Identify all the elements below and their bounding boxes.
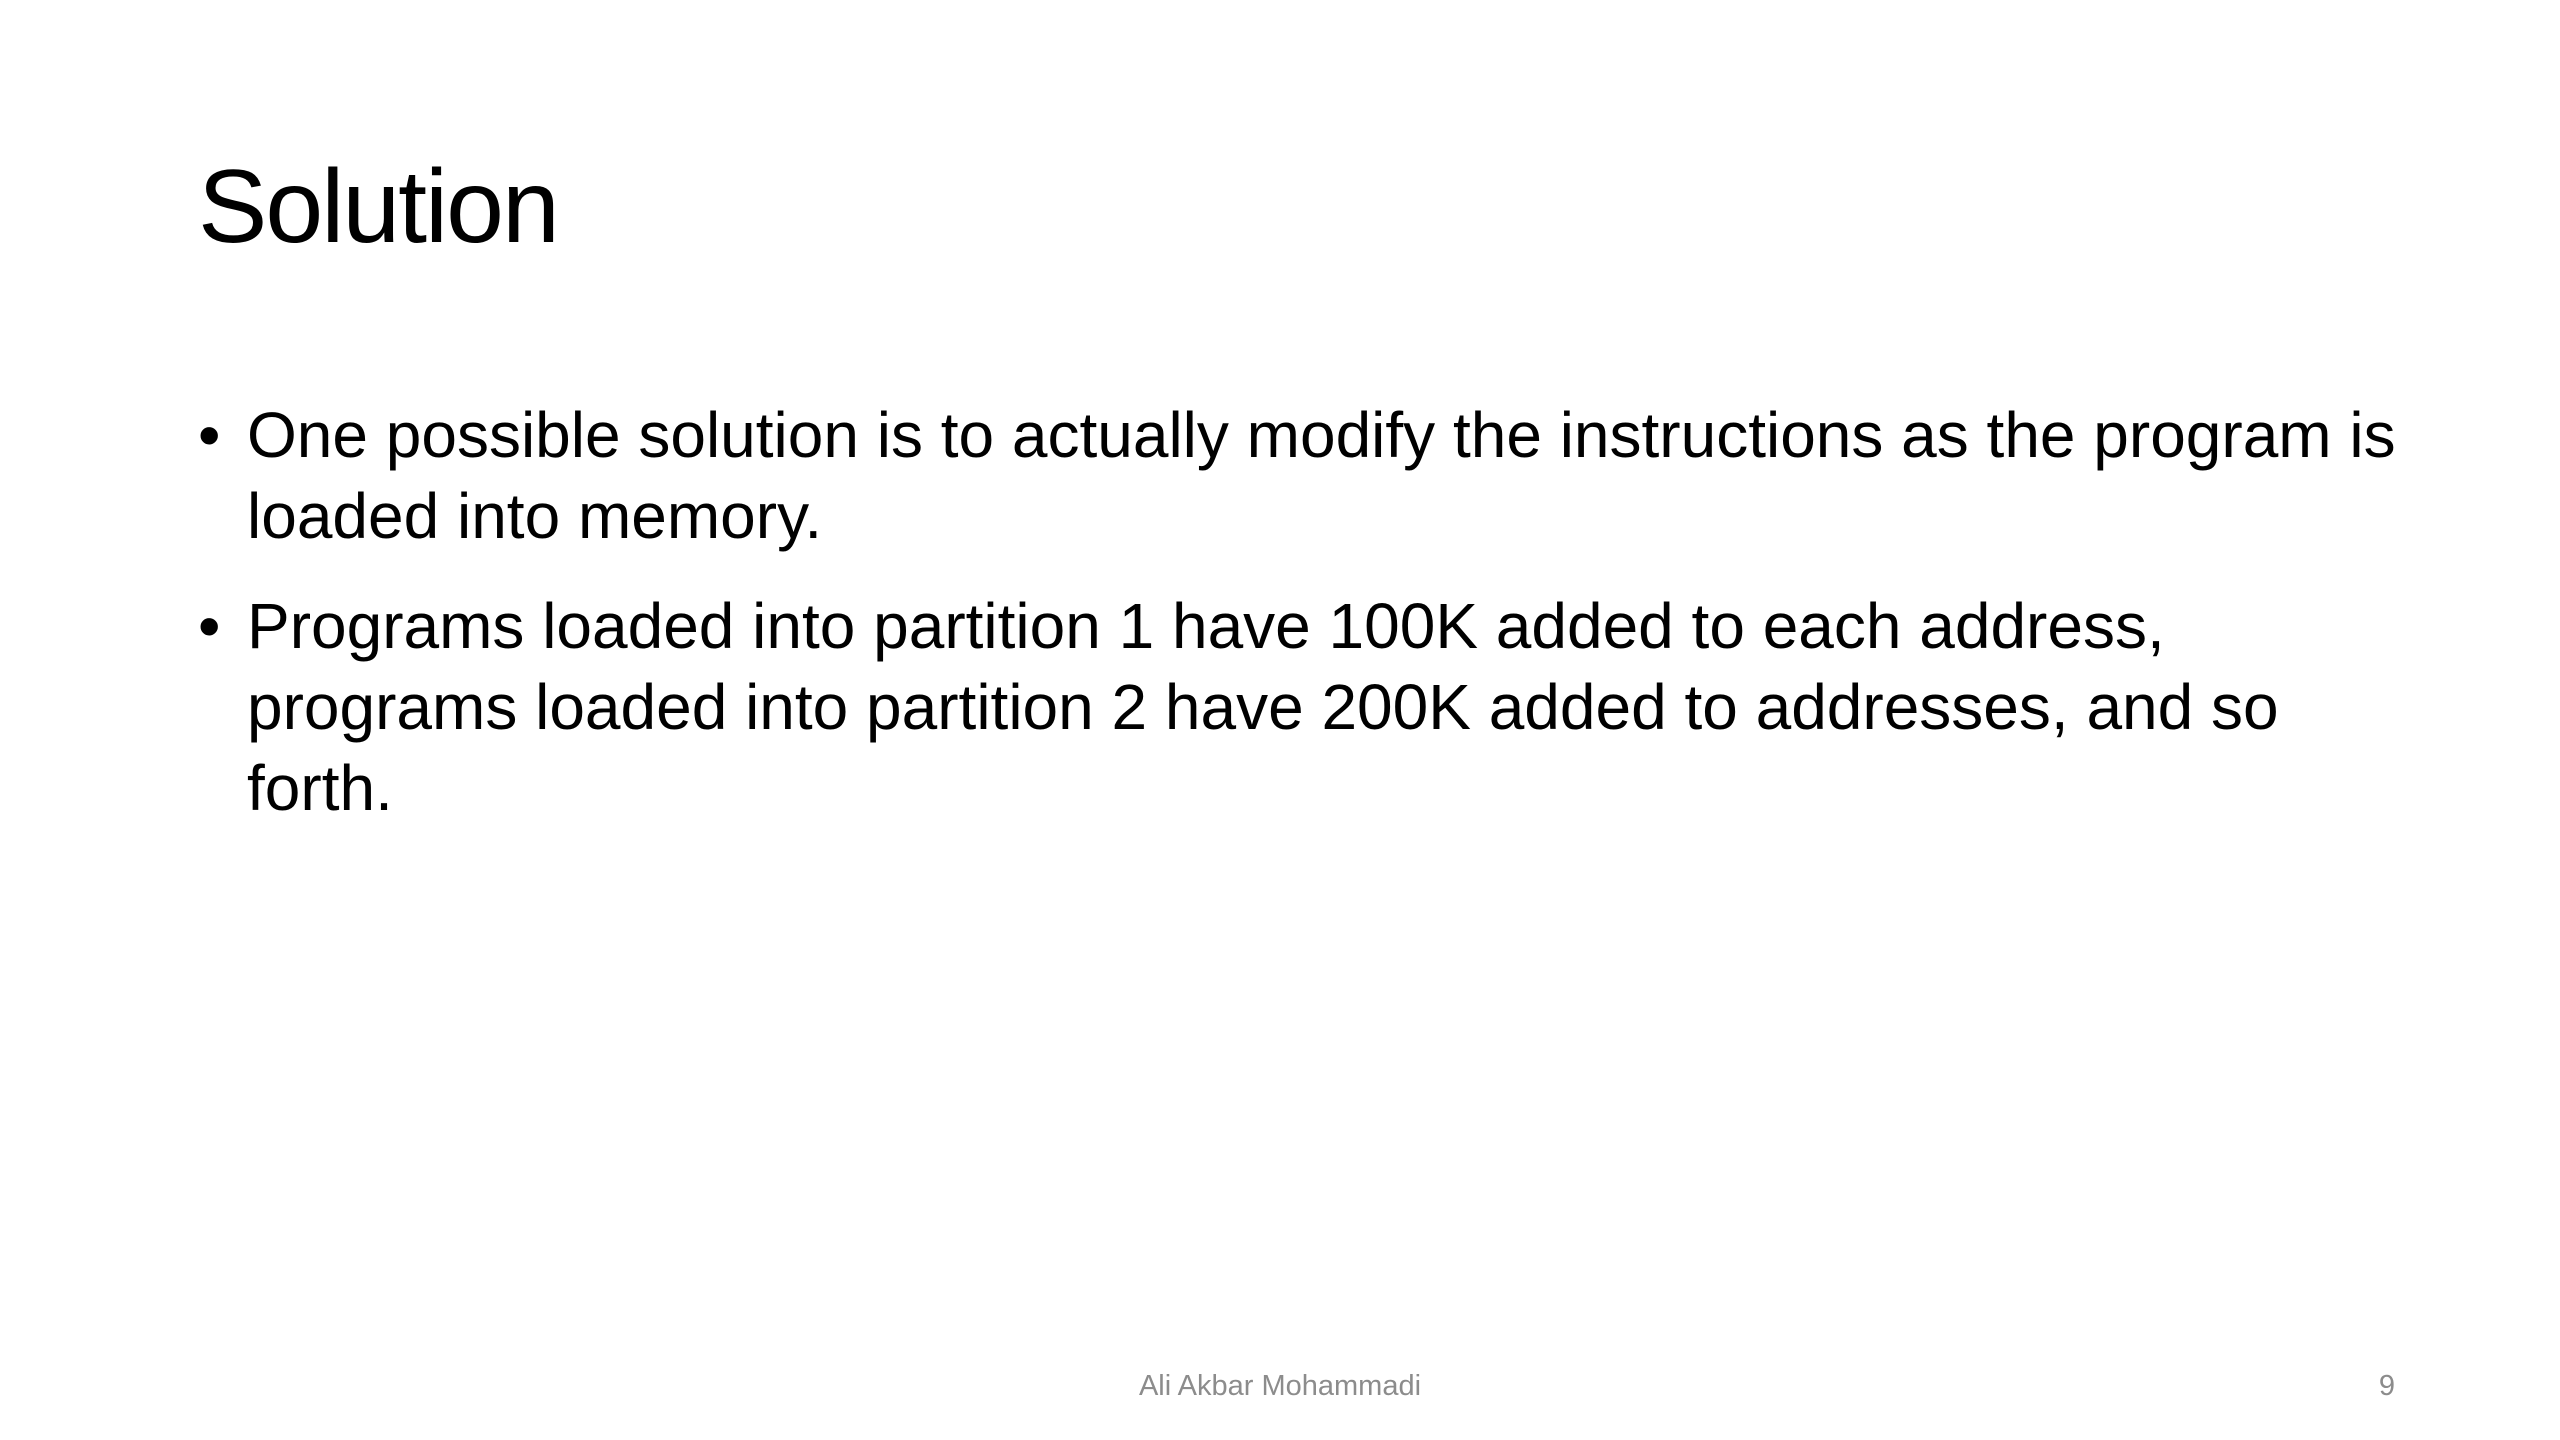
bullet-text: Programs loaded into partition 1 have 100K added to each address, programs loaded into partition 2 have 200K added to addresses, and so forth.: [247, 590, 2279, 824]
bullet-item: [198, 586, 2398, 829]
bullet-text: One possible solution is to actually modify the instructions as the program is loaded into memory.: [247, 399, 2396, 552]
bullet-marker: •: [198, 399, 221, 471]
slide-title: Solution: [198, 149, 558, 265]
bullet-item: [198, 395, 2398, 557]
bullet-list: [198, 395, 2398, 858]
page-number: 9: [2378, 1370, 2395, 1402]
bullet-marker: •: [198, 590, 221, 662]
footer-author: Ali Akbar Mohammadi: [1138, 1370, 1422, 1402]
